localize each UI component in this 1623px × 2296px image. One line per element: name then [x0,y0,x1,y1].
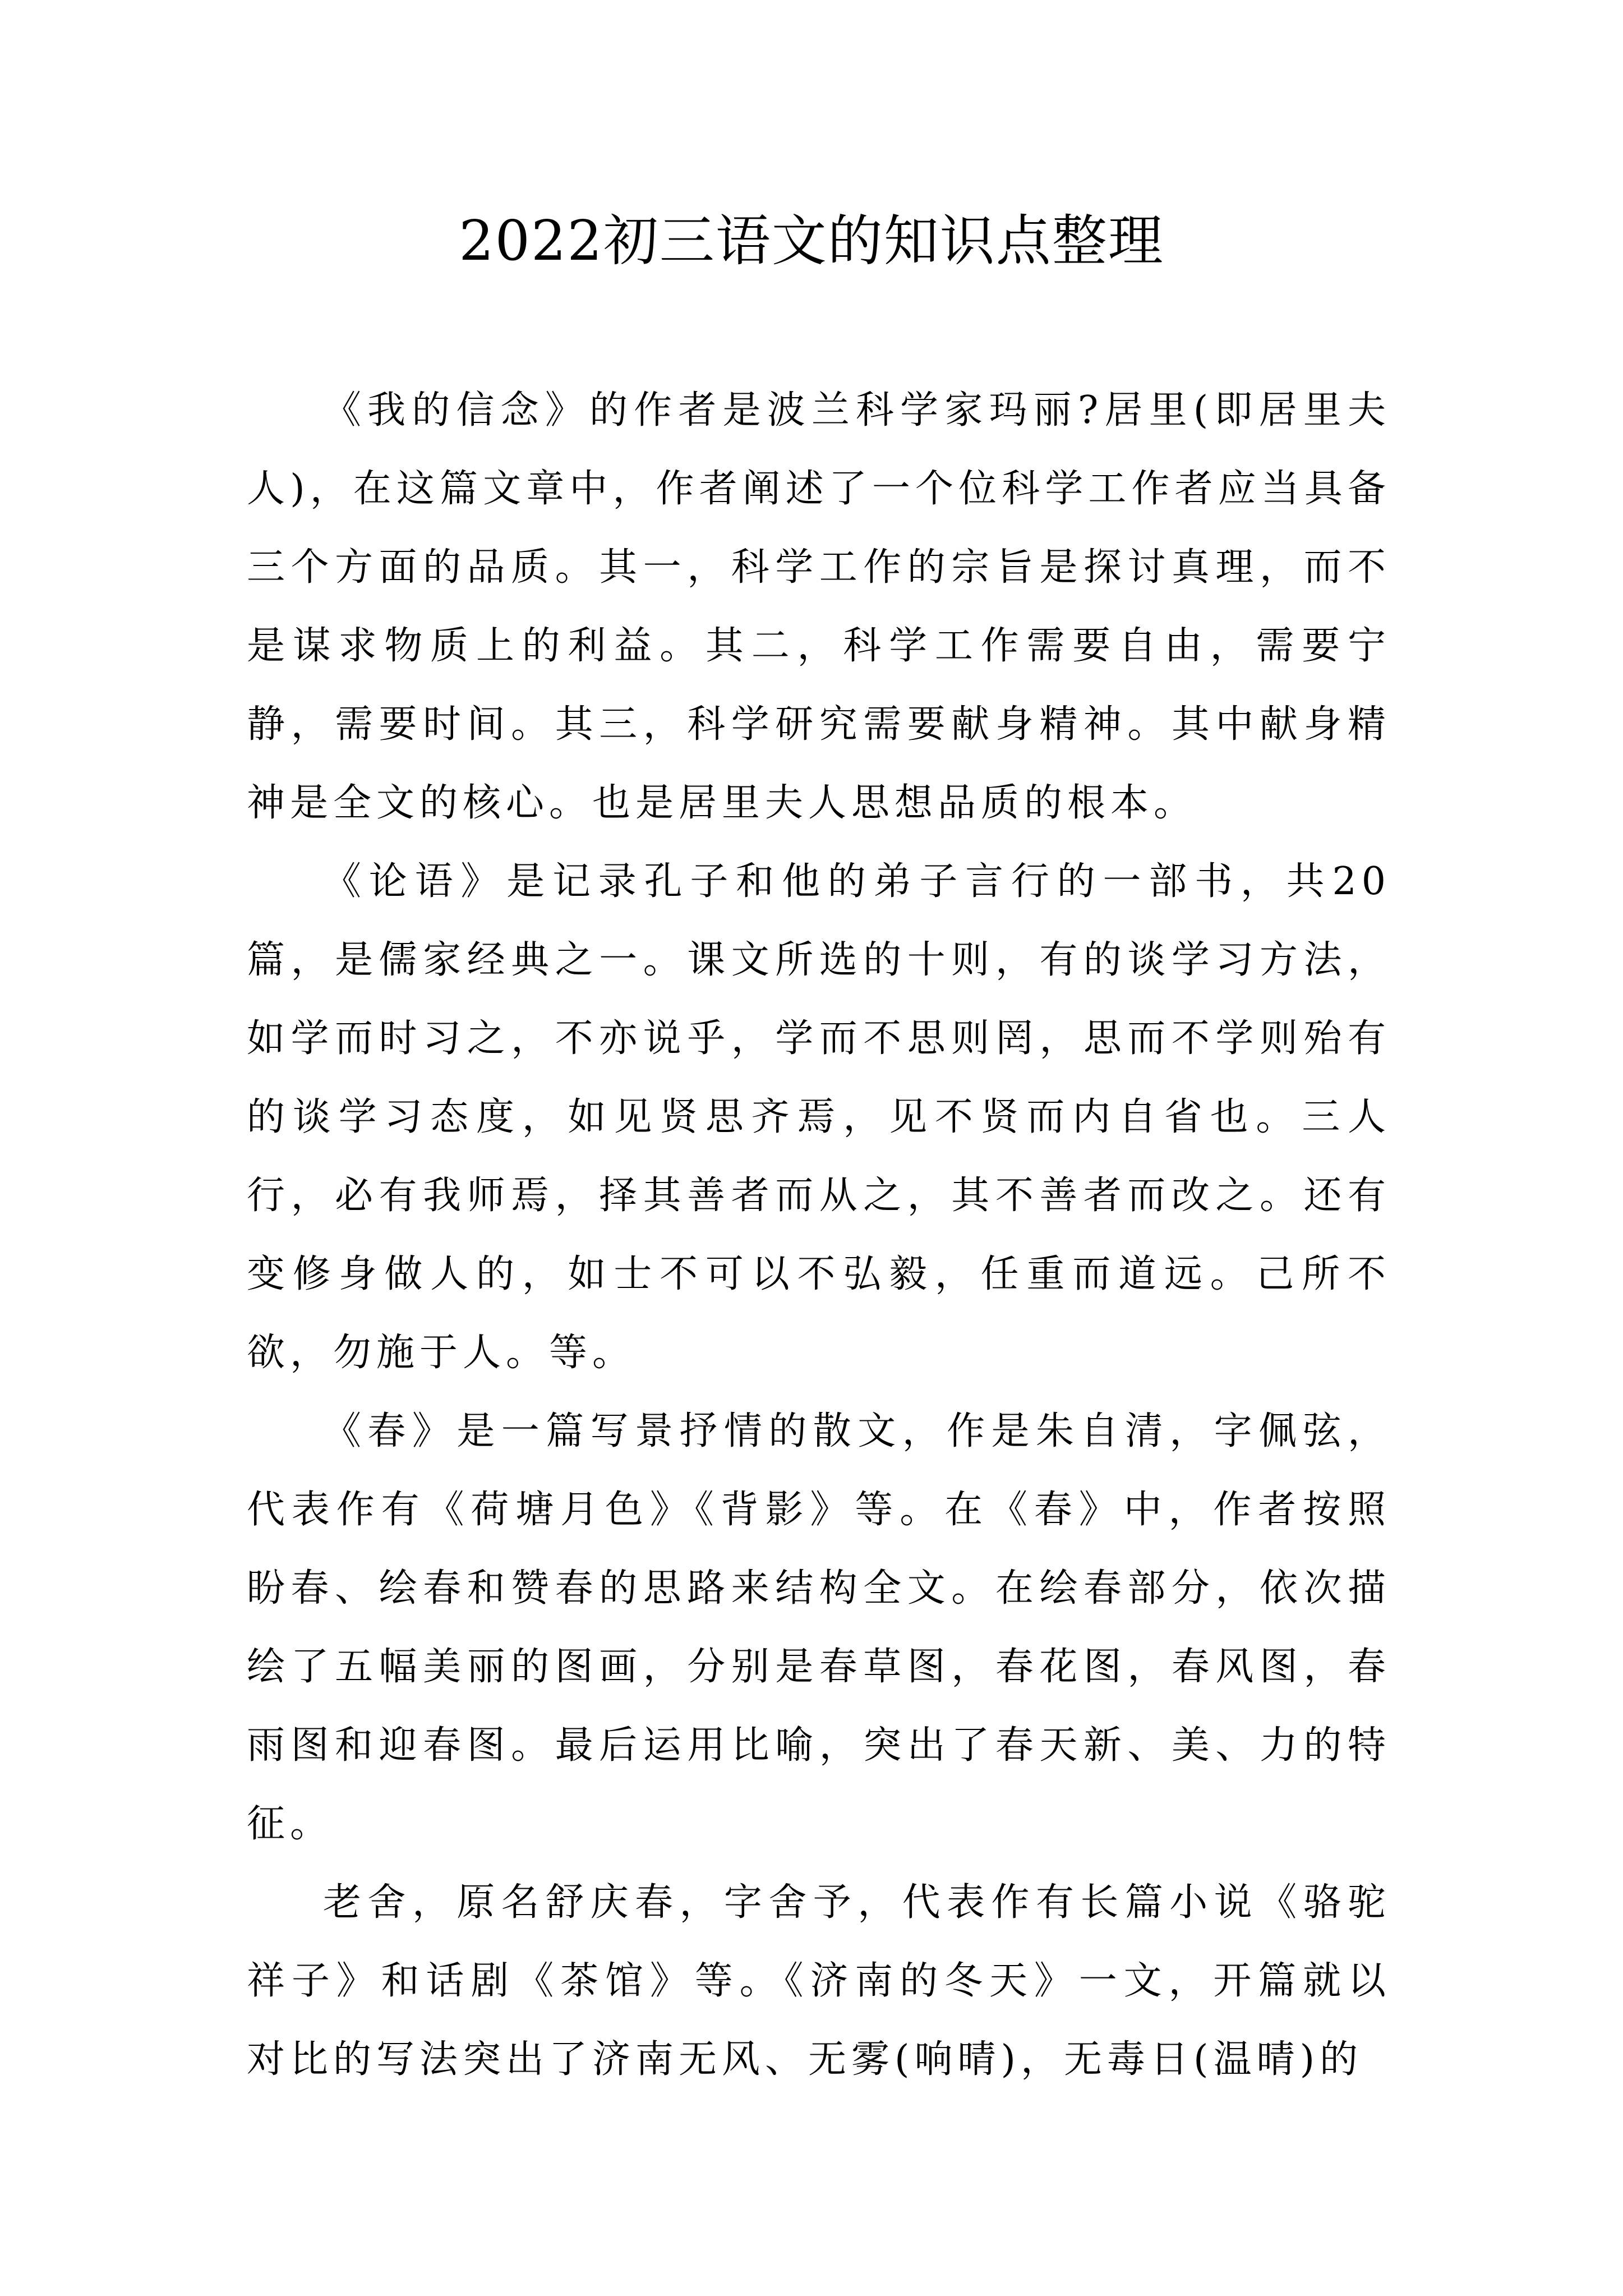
paragraph-spring: 《春》是一篇写景抒情的散文，作是朱自清，字佩弦，代表作有《荷塘月色》《背影》等。在《春》中，作者按照盼春、绘春和赞春的思路来结构全文。在绘春部分，依次描绘了五幅美丽的图画，分别是春草图，春花图，春风图，春雨图和迎春图。最后运用比喻，突出了春天新、美、力的特征。 [247,1409,1391,1846]
paragraph-analects: 《论语》是记录孔子和他的弟子言行的一部书，共20篇，是儒家经典之一。课文所选的十则，有的谈学习方法，如学而时习之，不亦说乎，学而不思则罔，思而不学则殆有的谈学习态度，如见贤思齐焉，见不贤而内自省也。三人行，必有我师焉，择其善者而从之，其不善者而改之。还有变修身做人的，如士不可以不弘毅，任重而道远。己所不欲，勿施于人。等。 [247,859,1391,1375]
document-body [247,371,1391,2099]
document-title: 2022初三语文的知识点整理 [459,209,1164,273]
paragraph-lao-she: 老舍，原名舒庆春，字舍予，代表作有长篇小说《骆驼祥子》和话剧《茶馆》等。《济南的冬天》一文，开篇就以对比的写法突出了济南无风、无雾(响晴)，无毒日(温晴)的 [247,1880,1391,2082]
paragraph-my-belief: 《我的信念》的作者是波兰科学家玛丽?居里(即居里夫人)，在这篇文章中，作者阐述了一个位科学工作者应当具备三个方面的品质。其一，科学工作的宗旨是探讨真理，而不是谋求物质上的利益。其二，科学工作需要自由，需要宁静，需要时间。其三，科学研究需要献身精神。其中献身精神是全文的核心。也是居里夫人思想品质的根本。 [247,388,1391,825]
